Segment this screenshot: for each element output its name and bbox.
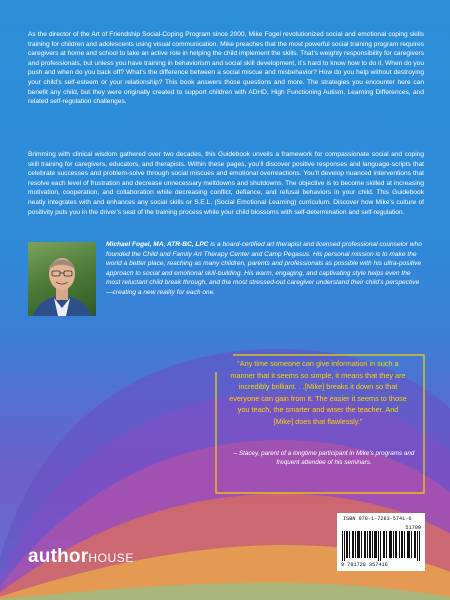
publisher-logo: [28, 546, 134, 568]
description-paragraph-1: As the director of the Art of Friendship Social-Coping Program since 2000, Mike Fogel revolutionized social and emotional coping skills training for children and adolescents using visual communication. Mike preaches that the most powerful social training program requires caregivers at home and school to take an active role in helping the child implement the skills. That’s weighty responsibility for caregivers and professionals, but unless you have training in behaviorism and social skill development, it’s hard to know how to do it. When do you push and when do you back off? What’s the difference between a social miscue and misbehavior? How do you help without destroying your child’s self-esteem or your relationship? This book answers those questions and more. The strategies you encounter here can benefit any child, but they were originally created to support children with ADHD, High Functioning Autism, Learning Differences, and related self-regulation challenges.: [28, 31, 424, 106]
author-bio-text: is a board-certified art therapist and licensed professional counselor who founded the Child and Family Art Therapy Center and Camp Pegasus. His personal mission is to make the world a better place, reaching as many children, parents and professionals as possible with his ultra-positive approach to social and emotional skill-building. His warm, engaging, and captivating style helps even the most reluctant child break through, and the most stressed-out caregiver understand their child’s perspective—creating a new reality for each one.: [106, 241, 422, 296]
publisher-logo-part1: author: [28, 546, 89, 567]
testimonial-quote: “Any time someone can give information in such a manner that it seems so simple, it means that they are incredibly brilliant. . .[Mike] breaks it down so that everyone can gain from it. The easier it seems to those you teach, the smarter and wiser the teacher. And [Mike] does that flawlessly.”: [229, 359, 407, 426]
isbn-label: ISBN 978-1-7283-5741-6: [343, 516, 412, 522]
testimonial-attribution: – Stacey, parent of a longtime participant in Mike’s programs and frequent attendee of his seminars.: [233, 450, 415, 467]
publisher-logo-part2: HOUSE: [88, 551, 134, 565]
barcode-graphic: [341, 531, 421, 561]
description-paragraph-2: Brimming with clinical wisdom gathered over two decades, this Guidebook unveils a framework for compassionate social and coping skill training for caregivers, educators, and therapists. Within these pages, you’ll discover positive responses and language-scripts that celebrate successes and problem-solve through social miscues and emotional overreactions. You’ll develop nuanced interventions that resolve each level of frustration and decrease unnecessary meltdowns and shutdowns. The objective is to become skilled at increasing motivation, cooperation, and collaboration while decreasing conflict, defiance, and refusal behaviors in your child. This Guidebook neatly integrates with and enhances any social skills or S.E.L. (Social Emotional Learning) curriculum. Discover how Mike’s culture of positivity puts you in the driver’s seat of the training process while your child blossoms with self-determination and self-regulation.: [28, 151, 424, 216]
isbn-barcode-block: [337, 513, 425, 571]
price-code: 51799: [405, 525, 421, 531]
author-bio: [106, 240, 424, 298]
isbn-number: 9 781728 357416: [341, 562, 388, 568]
author-photo: [28, 242, 96, 316]
author-name: Michael Fogel, MA, ATR-BC, LPC: [106, 241, 209, 248]
